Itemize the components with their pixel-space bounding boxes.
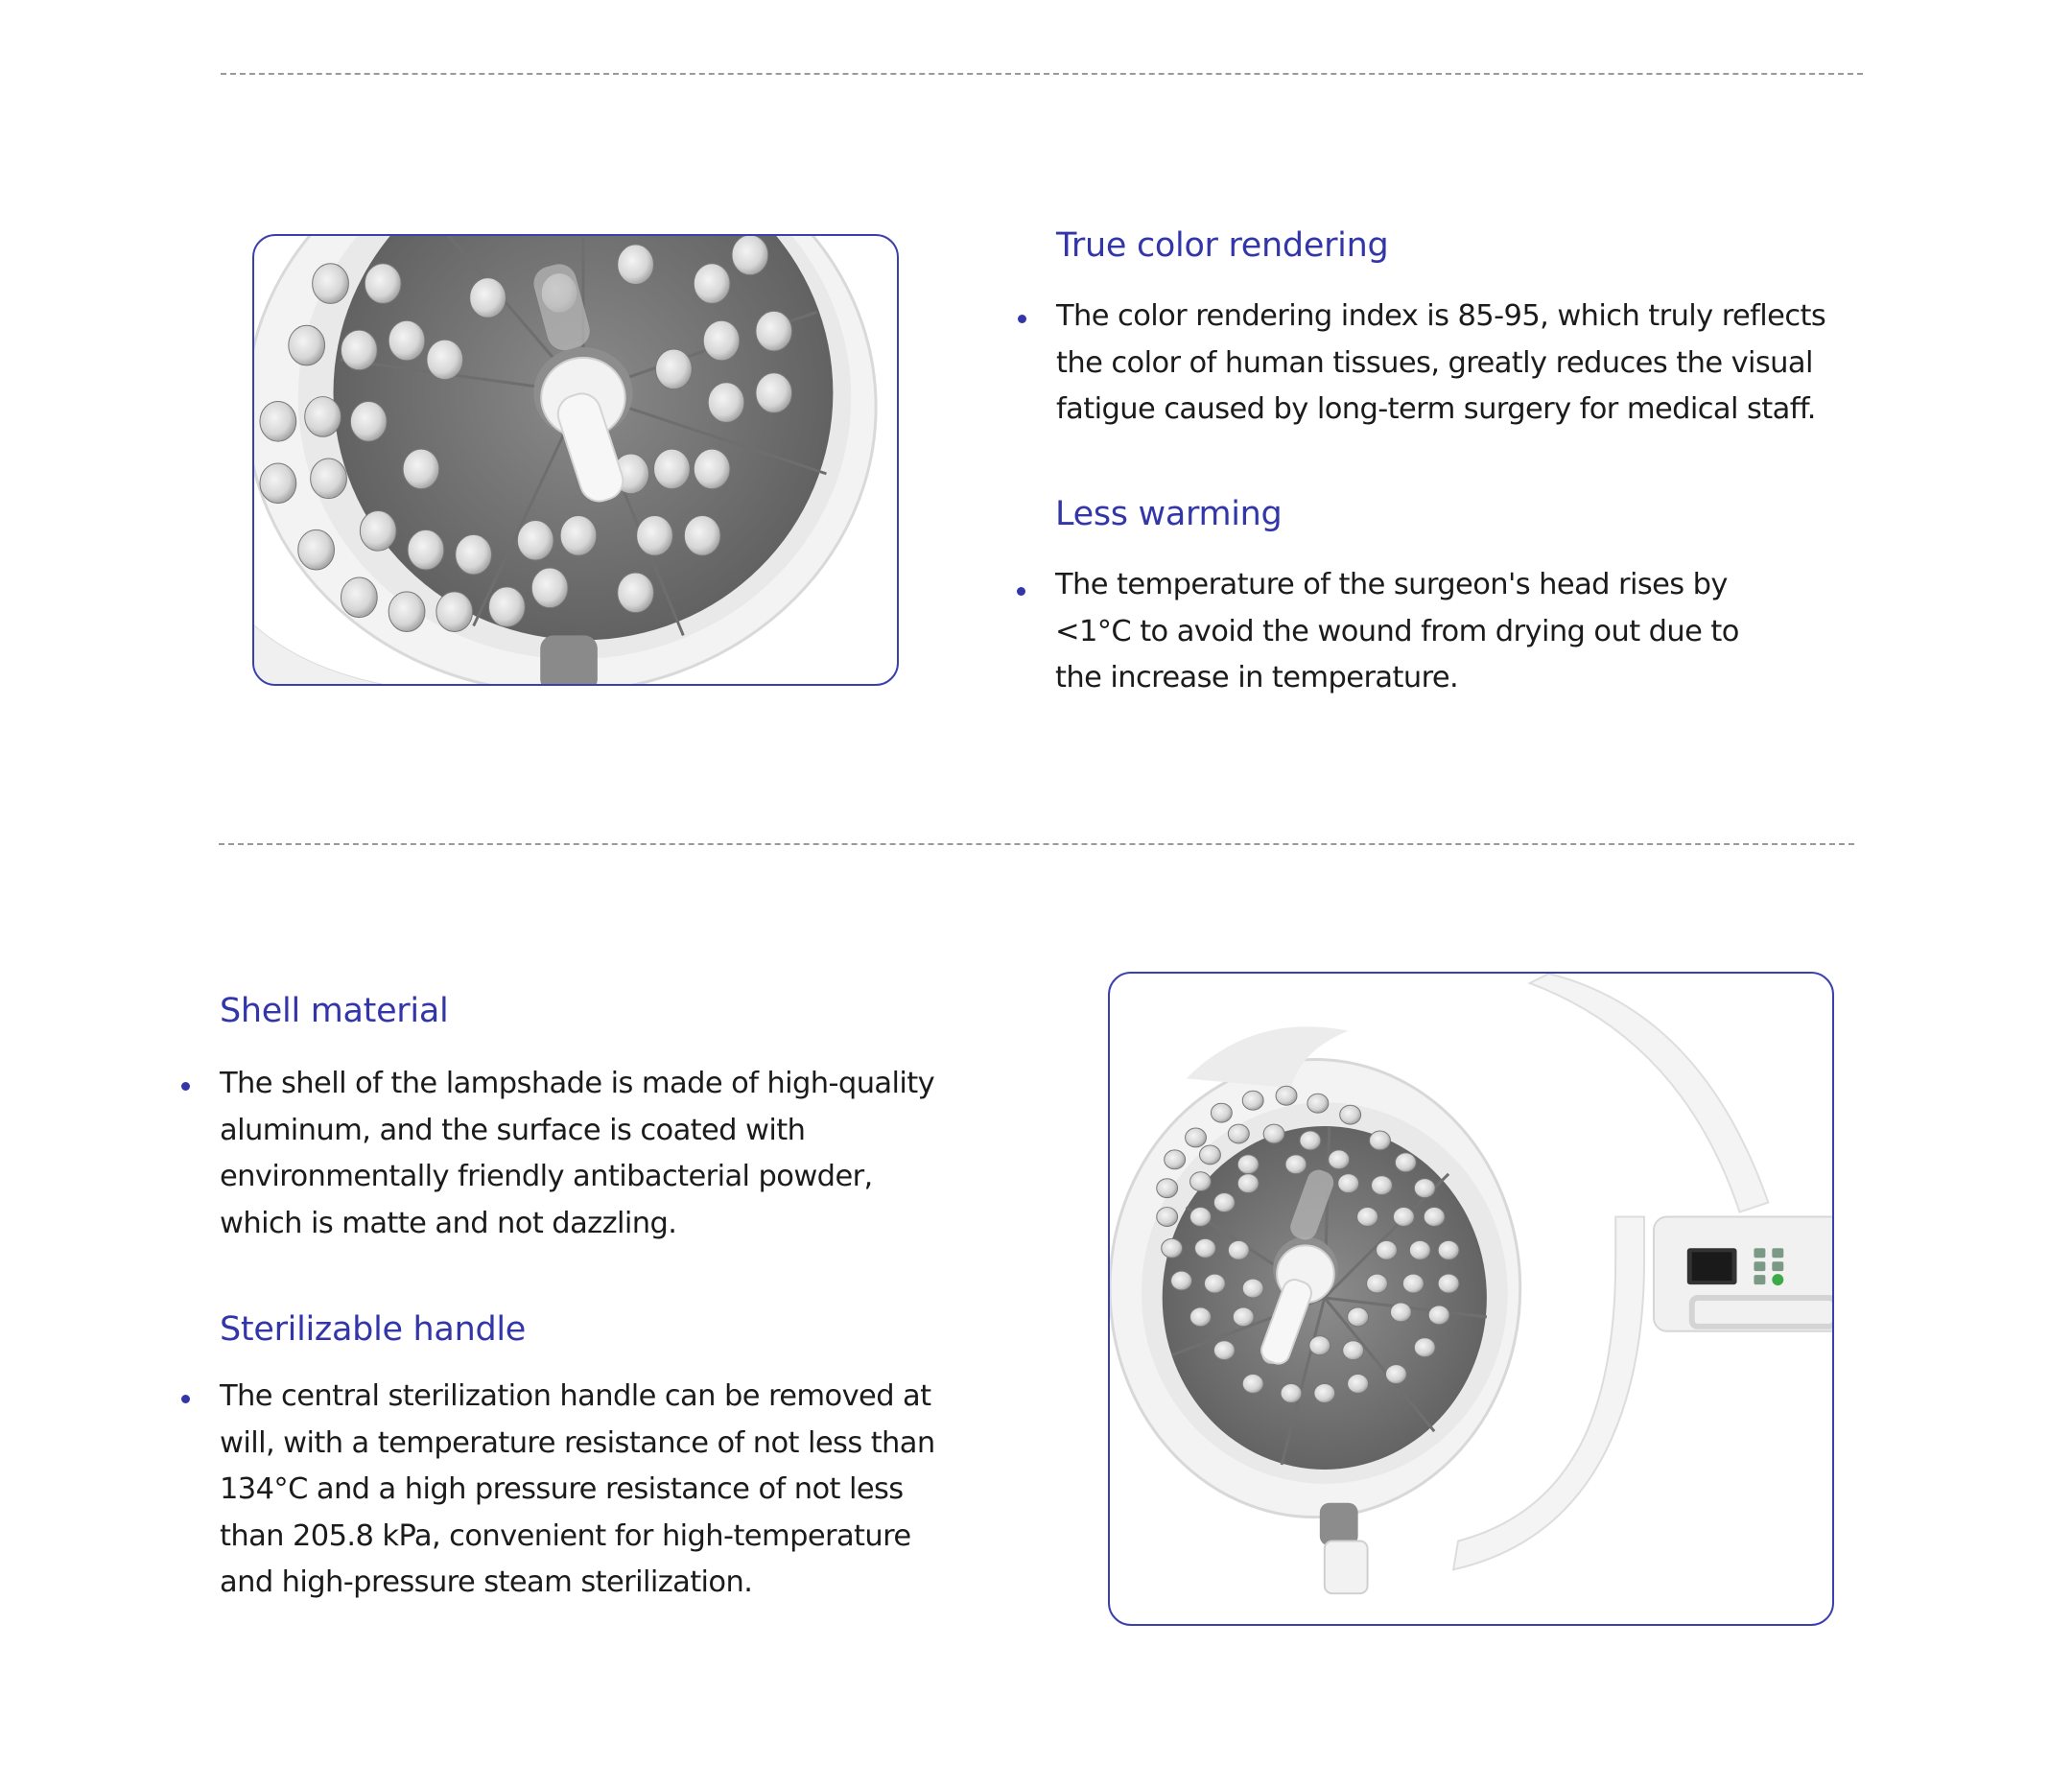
feature-text-line: which is matte and not dazzling. [220, 1206, 677, 1240]
feature-shell-material [220, 990, 1045, 1247]
feature-text-line: 134°C and a high pressure resistance of not less [220, 1472, 904, 1506]
feature-true-color-rendering [1056, 224, 1881, 434]
shadowless-lamp-with-arm-icon [1110, 974, 1832, 1624]
feature-text-line: aluminum, and the surface is coated with [220, 1113, 806, 1147]
feature-title: Shell material [220, 992, 449, 1030]
bullet-dot-icon [1018, 315, 1026, 323]
feature-bullet-list [220, 1374, 1045, 1607]
feature-text-line: The temperature of the surgeon's head rises by [1055, 568, 1728, 601]
feature-less-warming [1055, 493, 1880, 702]
section-divider-middle [219, 843, 1854, 845]
feature-text-line: <1°C to avoid the wound from drying out due to [1055, 614, 1739, 648]
feature-text-line: fatigue caused by long-term surgery for medical staff. [1056, 392, 1816, 426]
feature-bullet [1055, 562, 1880, 702]
lamp-image-card-2 [1108, 972, 1834, 1626]
feature-text-line: the color of human tissues, greatly reduces the visual [1056, 345, 1813, 380]
bullet-dot-icon [1017, 587, 1025, 596]
feature-bullet-list [220, 1061, 1045, 1247]
bullet-dot-icon [181, 1395, 190, 1403]
feature-bullet-list [1055, 562, 1880, 702]
feature-bullet-list [1056, 294, 1881, 434]
section-divider-top [221, 73, 1863, 75]
feature-bullet [220, 1061, 1045, 1247]
feature-text-line: and high-pressure steam sterilization. [220, 1565, 753, 1599]
feature-text-line: The central sterilization handle can be removed at [220, 1379, 931, 1413]
feature-bullet [1056, 294, 1881, 434]
feature-bullet [220, 1374, 1045, 1607]
feature-text-line: environmentally friendly antibacterial powder, [220, 1160, 873, 1193]
surgical-lamp-closeup-icon [254, 236, 897, 684]
feature-text-line: The color rendering index is 85-95, which truly reflects [1056, 299, 1826, 333]
feature-title: Less warming [1055, 495, 1283, 533]
feature-sterilizable-handle [220, 1308, 1045, 1607]
lamp-image-card-1 [252, 234, 899, 686]
feature-title: True color rendering [1056, 226, 1389, 265]
bullet-dot-icon [181, 1082, 190, 1091]
feature-title: Sterilizable handle [220, 1310, 527, 1349]
feature-text-line: The shell of the lampshade is made of high-quality [220, 1067, 935, 1100]
feature-text-line: than 205.8 kPa, convenient for high-temperature [220, 1518, 911, 1553]
feature-text-line: will, with a temperature resistance of not less than [220, 1425, 935, 1460]
feature-text-line: the increase in temperature. [1055, 661, 1459, 694]
